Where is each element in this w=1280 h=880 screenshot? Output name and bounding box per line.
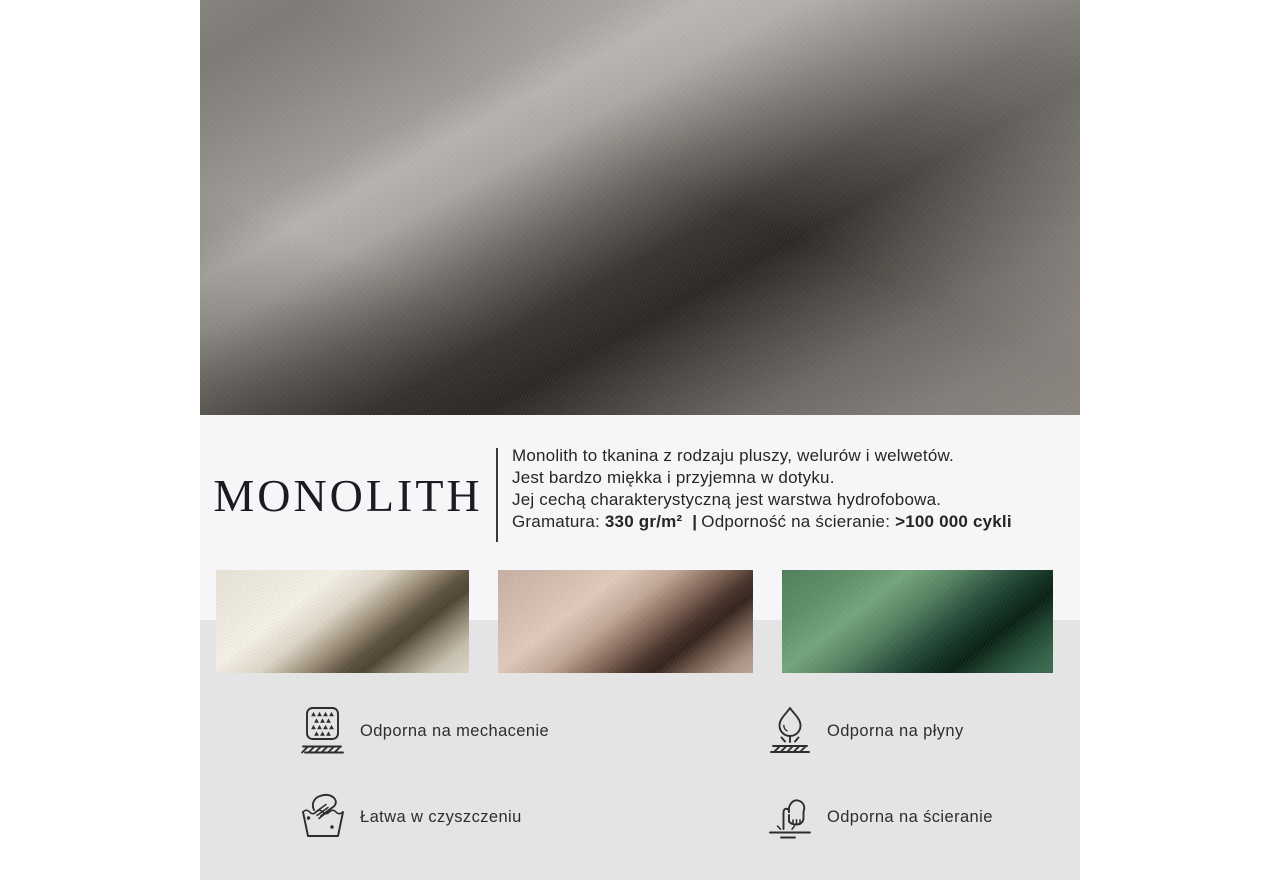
specs-separator: | — [692, 512, 698, 531]
description-line: Jest bardzo miękka i przyjemna w dotyku. — [512, 468, 835, 487]
title-block — [200, 448, 496, 542]
abrasion-resistant-icon — [767, 791, 813, 843]
liquid-resistant-icon — [767, 705, 813, 757]
description-line: Monolith to tkanina z rodzaju pluszy, welurów i welwetów. — [512, 446, 954, 465]
abrasion-label: Odporność na ścieranie: — [701, 512, 896, 531]
feature-label: Odporna na mechacenie — [360, 721, 550, 740]
feature-pilling-resistant — [200, 705, 767, 757]
feature-abrasion-resistant — [767, 791, 1080, 843]
vertical-divider — [496, 448, 498, 542]
swatch-dusty-rose — [498, 570, 753, 673]
feature-easy-cleaning — [200, 791, 767, 843]
grammage-value: 330 gr/m² — [604, 512, 683, 531]
description-line: Jej cechą charakterystyczną jest warstwa hydrofobowa. — [512, 490, 942, 509]
swatch-bottle-green — [782, 570, 1053, 673]
feature-liquid-resistant — [767, 705, 1080, 757]
fabric-description — [512, 445, 1012, 533]
specs-line — [512, 511, 1012, 533]
fabric-sheen-overlay — [200, 0, 1080, 415]
hand-wash-icon — [300, 791, 346, 843]
swatch-cream — [216, 570, 469, 673]
grammage-label: Gramatura: — [512, 512, 605, 531]
feature-label: Odporna na ścieranie — [827, 807, 993, 826]
hero-fabric-photo — [200, 0, 1080, 415]
color-swatches-row — [200, 570, 1080, 673]
pilling-resistant-icon — [300, 705, 346, 757]
fabric-name-title: MONOLITH — [213, 469, 483, 521]
content-column — [200, 0, 1080, 880]
abrasion-value: >100 000 cykli — [895, 512, 1012, 531]
features-grid — [200, 688, 1080, 860]
feature-label: Odporna na płyny — [827, 721, 964, 740]
feature-label: Łatwa w czyszczeniu — [360, 807, 522, 826]
